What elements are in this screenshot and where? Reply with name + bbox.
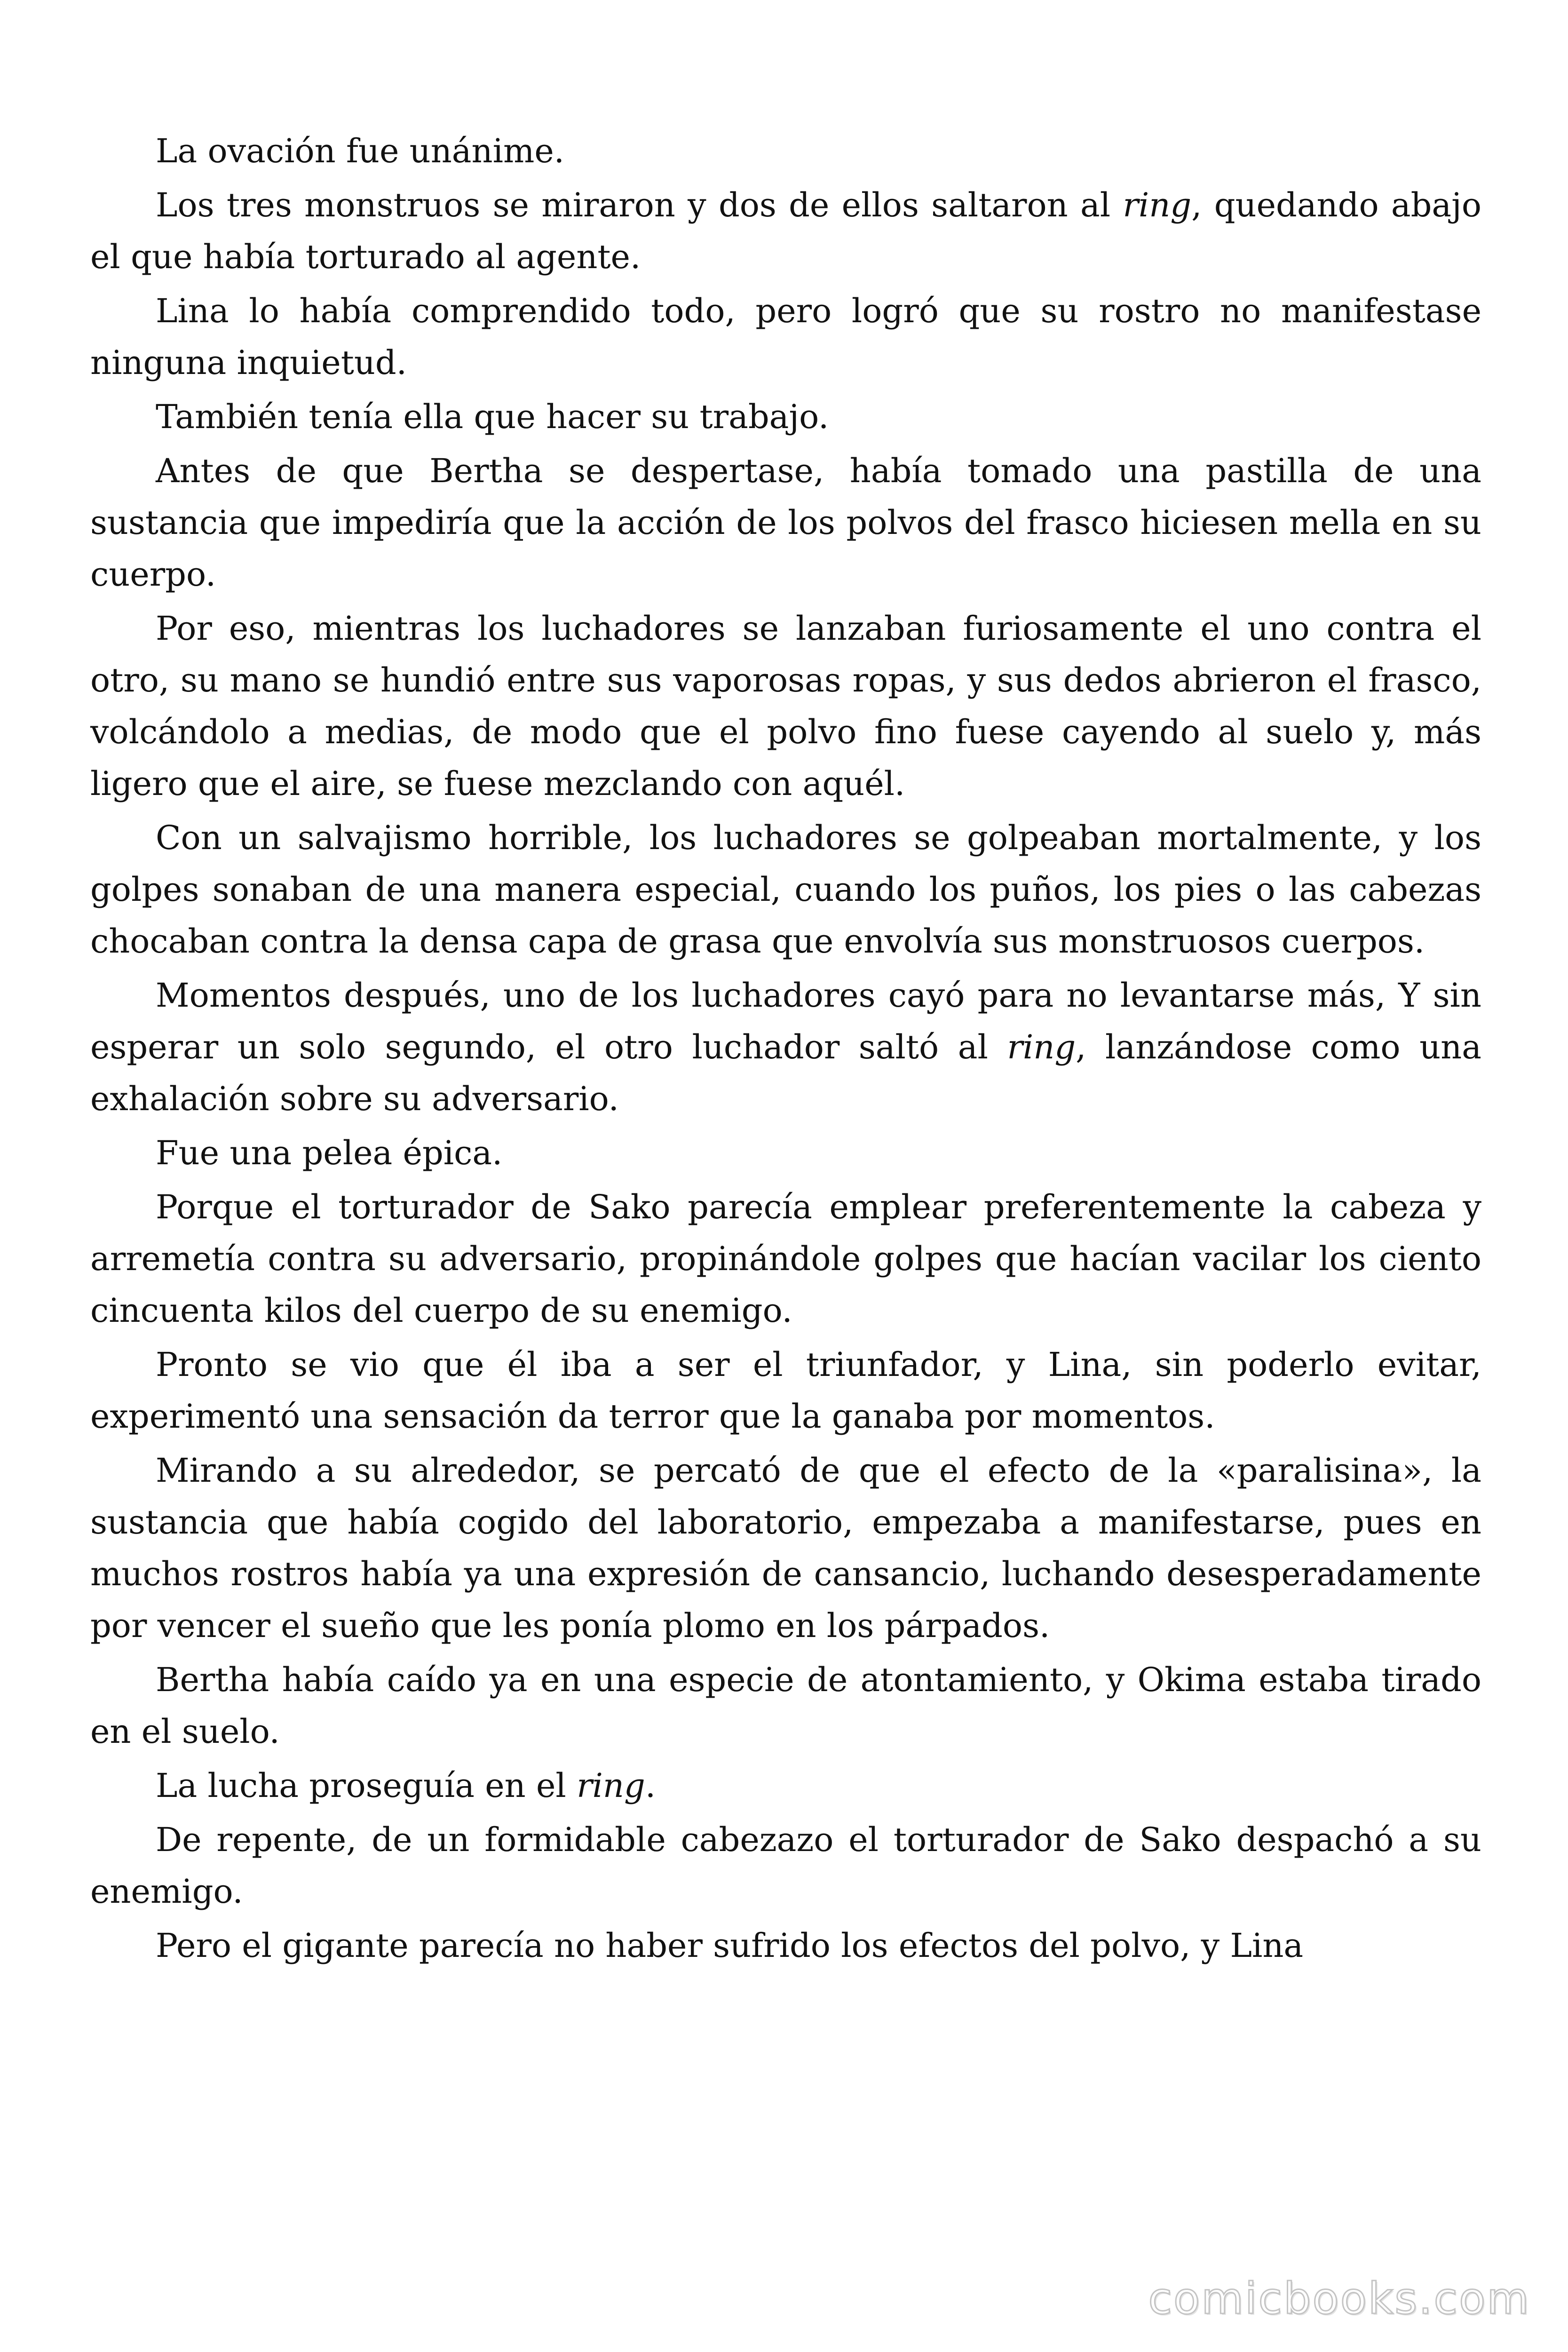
paragraph-text: La ovación fue unánime. [156,132,565,170]
paragraph-text: Mirando a su alrededor, se percató de que el efecto de la «paralisina», la sustancia que había cogido del laboratorio, empezaba a manifestarse, pues en muchos rostros había ya una expresión de cansancio, luchando desesperadamente por vencer el sueño que les ponía plomo en los párpados. [90,1451,1481,1645]
paragraph [90,1920,1481,1971]
paragraph-text: Lina lo había comprendido todo, pero logró que su rostro no manifestase ninguna inquietud. [90,292,1481,382]
paragraph-text: Con un salvajismo horrible, los luchadores se golpeaban mortalmente, y los golpes sonaban de una manera especial, cuando los puños, los pies o las cabezas chocaban contra la densa capa de grasa que envolvía sus monstruosos cuerpos. [90,818,1481,961]
paragraph-text: Bertha había caído ya en una especie de atontamiento, y Okima estaba tirado en el suelo. [90,1661,1481,1751]
italic-term: ring [1007,1028,1076,1066]
book-page-text [90,125,1481,1974]
paragraph-text: Por eso, mientras los luchadores se lanzaban furiosamente el uno contra el otro, su mano se hundió entre sus vaporosas ropas, y sus dedos abrieron el frasco, volcándolo a medias, de modo que el polvo fino fuese cayendo al suelo y, más ligero que el aire, se fuese mezclando con aquél. [90,609,1481,803]
paragraph-text: , quedando abajo el que había torturado al agente. [90,186,1481,276]
paragraph-text: Pronto se vio que él iba a ser el triunfador, y Lina, sin poderlo evitar, experimentó una sensación da terror que la ganaba por momentos. [90,1345,1481,1436]
paragraph [90,179,1481,283]
paragraph-text: Porque el torturador de Sako parecía emplear preferentemente la cabeza y arremetía contra su adversario, propinándole golpes que hacían vacilar los ciento cincuenta kilos del cuerpo de su enemigo. [90,1188,1481,1330]
paragraph [90,1445,1481,1652]
paragraph-text: . [645,1766,656,1805]
paragraph-text: La lucha proseguía en el [156,1766,577,1805]
paragraph [90,603,1481,810]
paragraph [90,125,1481,177]
paragraph [90,1814,1481,1917]
paragraph [90,285,1481,389]
paragraph [90,1654,1481,1757]
paragraph-text: Fue una pelea épica. [156,1134,503,1172]
paragraph [90,1760,1481,1812]
paragraph-text: Antes de que Bertha se despertase, había tomado una pastilla de una sustancia que impediría que la acción de los polvos del frasco hiciesen mella en su cuerpo. [90,452,1481,594]
paragraph [90,1181,1481,1336]
paragraph [90,1127,1481,1179]
watermark-logo: comicbooks.com [1148,2273,1530,2324]
paragraph [90,812,1481,967]
paragraph [90,969,1481,1125]
paragraph-text: También tenía ella que hacer su trabajo. [156,397,829,436]
paragraph-text: Pero el gigante parecía no haber sufrido los efectos del polvo, y Lina [156,1926,1304,1965]
paragraph-text: De repente, de un formidable cabezazo el torturador de Sako despachó a su enemigo. [90,1820,1481,1911]
paragraph [90,1339,1481,1442]
italic-term: ring [1123,186,1192,224]
paragraph-text: , lanzándose como una exhalación sobre su adversario. [90,1028,1481,1118]
paragraph [90,445,1481,600]
paragraph [90,391,1481,443]
italic-term: ring [577,1766,645,1805]
paragraph-text: Los tres monstruos se miraron y dos de ellos saltaron al [156,186,1123,224]
paragraph-text: Momentos después, uno de los luchadores cayó para no levantarse más, Y sin esperar un solo segundo, el otro luchador saltó al [90,976,1481,1066]
